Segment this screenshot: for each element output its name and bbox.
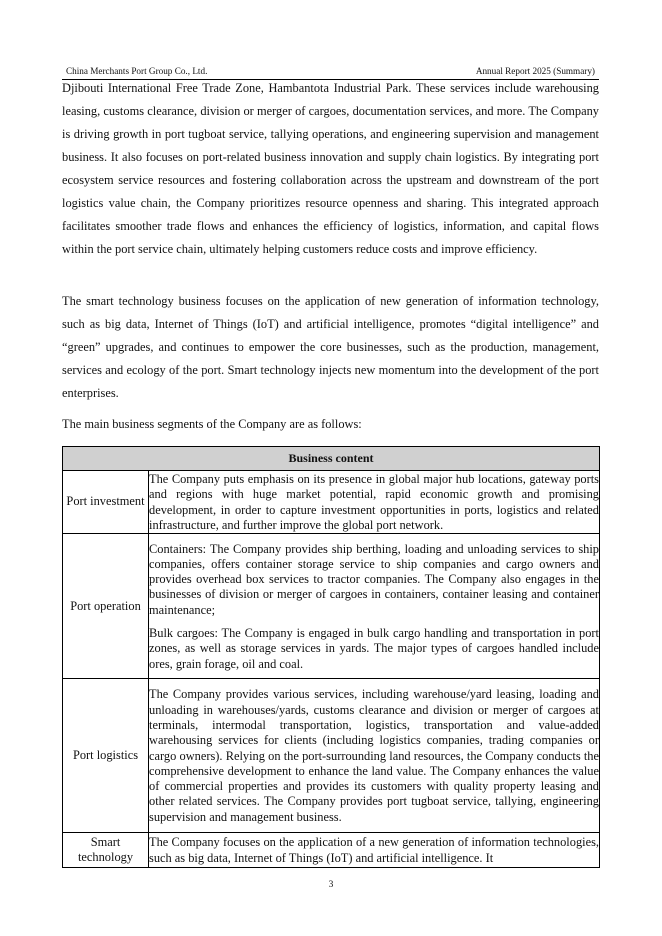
paragraph-segments-intro: The main business segments of the Company are as follows: bbox=[62, 417, 362, 431]
segment-content-text: Bulk cargoes: The Company is engaged in bulk cargo handling and transportation in port zones, as well as storage services in yards. The major types of cargoes handled include ores, grain forage, oil and coal. bbox=[149, 625, 599, 671]
segment-content-text: Containers: The Company provides ship berthing, loading and unloading services to ship companies, offers container storage service to ship companies and cargo owners and provides overhead box services to tractor companies. The Company also engages in the businesses of division or merger of cargoes in containers, container leasing and container maintenance; bbox=[149, 541, 599, 617]
segment-content-text: The Company puts emphasis on its presence in global major hub locations, gateway ports and regions with huge market potential, rapid economic growth and promising development, in order to capture investment opportunities in ports, logistics and related infrastructure, and further improve the global port network. bbox=[149, 472, 599, 532]
table-row bbox=[63, 471, 600, 534]
segment-content bbox=[149, 471, 600, 534]
header-company: China Merchants Port Group Co., Ltd. bbox=[66, 66, 208, 76]
paragraph-port-logistics-services: Djibouti International Free Trade Zone, Hambantota Industrial Park. These services include warehousing leasing, customs clearance, division or merger of cargoes, documentation services, and more. The Company is driving growth in port tugboat service, tallying operations, and engineering supervision and management business. It also focuses on port-related business innovation and supply chain logistics. By integrating port ecosystem service resources and fostering collaboration across the upstream and downstream of the port logistics value chain, the Company prioritizes resource openness and sharing. This integrated approach facilitates smoother trade flows and enhances the efficiency of logistics, information, and capital flows within the port service chain, ultimately helping customers reduce costs and improve efficiency. bbox=[62, 81, 599, 256]
segment-content-text: The Company provides various services, including warehouse/yard leasing, loading and unloading in warehouses/yards, customs clearance and division or merger of cargoes at terminals, intermodal transportation, logistics, transportation and value-added warehousing services for clients (including logistics companies, trading companies or cargo owners). Relying on the port-surrounding land resources, the Company conducts the comprehensive development to enhance the land value. The Company enhances the value of commercial properties and provides its customers with quality property leasing and other related services. The Company provides port tugboat service, tallying, engineering supervision and management business. bbox=[149, 687, 599, 824]
segment-name: Smart technology bbox=[63, 833, 149, 868]
segment-name: Port logistics bbox=[63, 679, 149, 833]
business-segments-table bbox=[62, 446, 600, 868]
header-report-title: Annual Report 2025 (Summary) bbox=[475, 66, 595, 76]
segment-content bbox=[149, 679, 600, 833]
segment-content bbox=[149, 534, 600, 679]
table-header-cell: Business content bbox=[63, 447, 600, 471]
table-row bbox=[63, 679, 600, 833]
table-row bbox=[63, 534, 600, 679]
page-number: 3 bbox=[328, 880, 334, 890]
paragraph-smart-technology: The smart technology business focuses on the application of new generation of information technology, such as big data, Internet of Things (IoT) and artificial intelligence, promotes “digital intelligence” and “green” upgrades, and continues to empower the core businesses, such as the production, management, services and ecology of the port. Smart technology injects new momentum into the development of the port enterprises. bbox=[62, 294, 599, 400]
segment-name: Port investment bbox=[63, 471, 149, 534]
segment-content-text: The Company focuses on the application of a new generation of information technologies, such as big data, Internet of Things (IoT) and artificial intelligence. It bbox=[149, 835, 599, 865]
segment-name: Port operation bbox=[63, 534, 149, 679]
table-header-row bbox=[63, 447, 600, 471]
table-row bbox=[63, 833, 600, 868]
segment-content bbox=[149, 833, 600, 868]
